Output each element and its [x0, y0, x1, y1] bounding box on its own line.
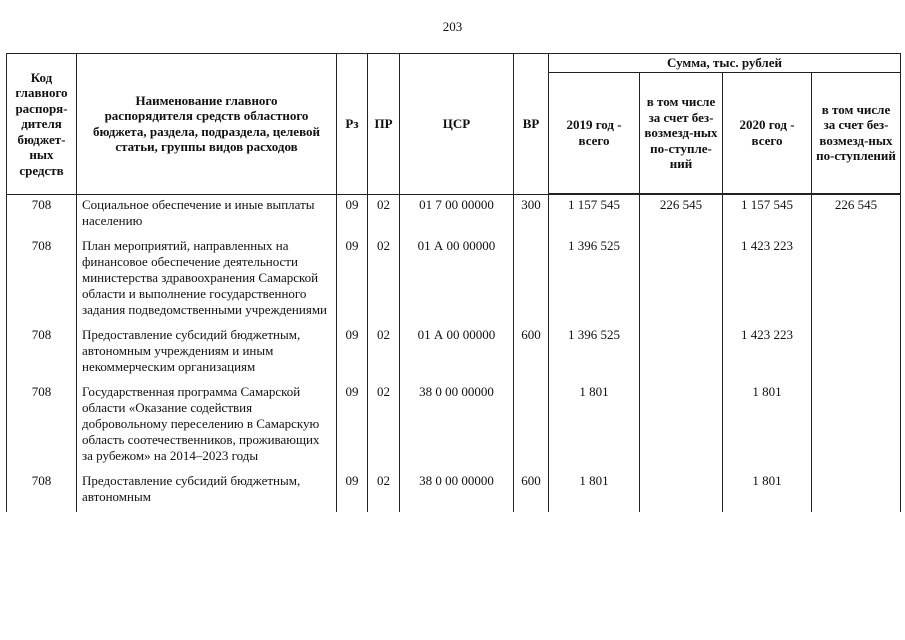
cell-2019-total: 1 396 525	[549, 236, 640, 325]
cell-2020-free	[812, 382, 901, 471]
header-sum-group: Сумма, тыс. рублей	[549, 54, 901, 73]
cell-2019-free	[640, 236, 723, 325]
cell-vr: 600	[514, 325, 549, 382]
cell-rz: 09	[337, 382, 368, 471]
cell-2019-free	[640, 382, 723, 471]
header-2020-free: в том числе за счет без-возмезд-ных по-ступлений	[812, 72, 901, 194]
cell-code: 708	[7, 325, 77, 382]
cell-vr	[514, 382, 549, 471]
cell-name: Государственная программа Самарской области «Оказание содействия добровольному переселению в Самарскую область соотечественников, проживающих за рубежом» на 2014–2023 годы	[77, 382, 337, 471]
cell-rz: 09	[337, 236, 368, 325]
cell-csr: 01 А 00 00000	[400, 236, 514, 325]
cell-pr: 02	[368, 382, 400, 471]
header-code: Код главного распоря-дителя бюджет-ных средств	[7, 54, 77, 195]
cell-2019-total: 1 157 545	[549, 194, 640, 236]
cell-2020-free: 226 545	[812, 194, 901, 236]
cell-vr: 300	[514, 194, 549, 236]
header-2020-total: 2020 год - всего	[723, 72, 812, 194]
budget-table	[6, 53, 901, 512]
cell-2019-free	[640, 325, 723, 382]
page-number: 203	[442, 19, 463, 34]
table-row	[7, 325, 901, 382]
cell-code: 708	[7, 236, 77, 325]
header-csr: ЦСР	[400, 54, 514, 195]
header-2019-free: в том числе за счет без-возмезд-ных по-ступле-ний	[640, 72, 723, 194]
cell-code: 708	[7, 471, 77, 512]
cell-2020-free	[812, 236, 901, 325]
cell-csr: 38 0 00 00000	[400, 382, 514, 471]
cell-vr: 600	[514, 471, 549, 512]
cell-csr: 01 А 00 00000	[400, 325, 514, 382]
cell-rz: 09	[337, 194, 368, 236]
cell-2020-free	[812, 471, 901, 512]
cell-2020-total: 1 801	[723, 471, 812, 512]
cell-name: План мероприятий, направленных на финансовое обеспечение деятельности министерства здравоохранения Самарской области и выполнение государственного задания подведомственными учреждениями	[77, 236, 337, 325]
cell-2019-free	[640, 471, 723, 512]
cell-2020-total: 1 423 223	[723, 325, 812, 382]
cell-pr: 02	[368, 236, 400, 325]
cell-2019-total: 1 801	[549, 471, 640, 512]
cell-2020-total: 1 157 545	[723, 194, 812, 236]
cell-pr: 02	[368, 471, 400, 512]
cell-2019-total: 1 801	[549, 382, 640, 471]
table-body	[7, 194, 901, 512]
table-row	[7, 194, 901, 236]
header-2019-total: 2019 год - всего	[549, 72, 640, 194]
cell-name: Социальное обеспечение и иные выплаты населению	[77, 194, 337, 236]
table-row	[7, 471, 901, 512]
cell-2019-free: 226 545	[640, 194, 723, 236]
cell-pr: 02	[368, 325, 400, 382]
cell-name: Предоставление субсидий бюджетным, автономным	[77, 471, 337, 512]
cell-2020-total: 1 801	[723, 382, 812, 471]
header-name: Наименование главного распорядителя средств областного бюджета, раздела, подраздела, целевой статьи, группы видов расходов	[77, 54, 337, 195]
table-row	[7, 236, 901, 325]
header-rz: Рз	[337, 54, 368, 195]
cell-2020-free	[812, 325, 901, 382]
cell-2020-total: 1 423 223	[723, 236, 812, 325]
cell-csr: 01 7 00 00000	[400, 194, 514, 236]
cell-2019-total: 1 396 525	[549, 325, 640, 382]
cell-vr	[514, 236, 549, 325]
header-pr: ПР	[368, 54, 400, 195]
table-row	[7, 382, 901, 471]
header-row-1	[7, 54, 901, 73]
cell-code: 708	[7, 194, 77, 236]
cell-name: Предоставление субсидий бюджетным, автономным учреждениям и иным некоммерческим организациям	[77, 325, 337, 382]
cell-rz: 09	[337, 471, 368, 512]
cell-csr: 38 0 00 00000	[400, 471, 514, 512]
cell-pr: 02	[368, 194, 400, 236]
header-vr: ВР	[514, 54, 549, 195]
cell-code: 708	[7, 382, 77, 471]
cell-rz: 09	[337, 325, 368, 382]
